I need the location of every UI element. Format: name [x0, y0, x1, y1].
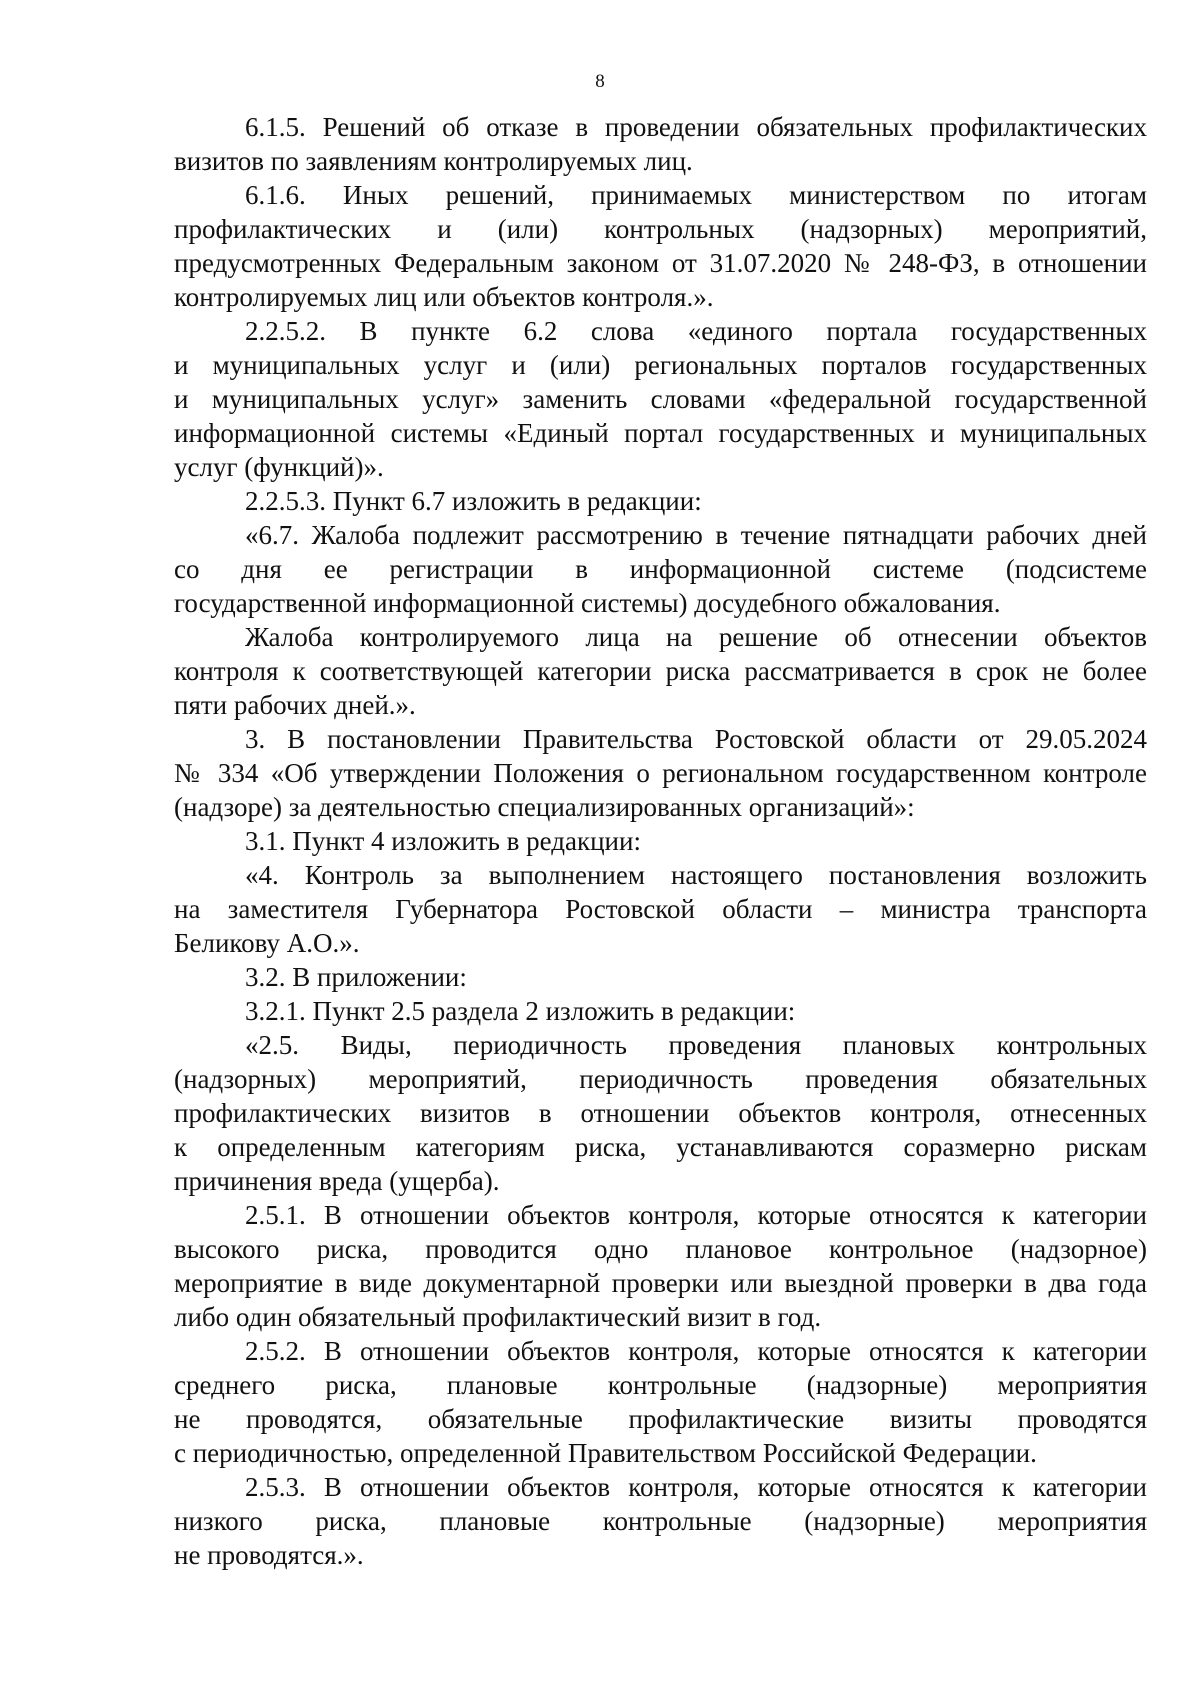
text-line: контроля к соответствующей категории риска рассматривается в срок не более [174, 656, 1147, 686]
text-line: профилактических визитов в отношении объектов контроля, отнесенных [174, 1098, 1147, 1128]
text-line: профилактических и (или) контрольных (надзорных) мероприятий, [174, 214, 1147, 244]
text-line: не проводятся.». [174, 1540, 364, 1570]
text-line: контролируемых лиц или объектов контроля.». [174, 282, 714, 312]
text-line: 2.2.5.3. Пункт 6.7 изложить в редакции: [245, 486, 702, 516]
text-line: Беликову А.О.». [174, 928, 360, 958]
text-line: (надзоре) за деятельностью специализированных организаций»: [174, 792, 915, 822]
document-body [174, 110, 1147, 1572]
text-line: высокого риска, проводится одно плановое контрольное (надзорное) [174, 1234, 1147, 1264]
paragraph [174, 1028, 1147, 1198]
page-number: 8 [595, 71, 605, 92]
text-line: со дня ее регистрации в информационной системе (подсистеме [174, 554, 1147, 584]
text-line: № 334 «Об утверждении Положения о региональном государственном контроле [174, 758, 1147, 788]
text-line: либо один обязательный профилактический визит в год. [174, 1302, 822, 1332]
paragraph [174, 960, 1147, 994]
text-line: 3.1. Пункт 4 изложить в редакции: [245, 826, 641, 856]
paragraph [174, 110, 1147, 178]
text-line: 6.1.6. Иных решений, принимаемых министерством по итогам [245, 180, 1147, 210]
text-line: «4. Контроль за выполнением настоящего постановления возложить [245, 860, 1147, 890]
text-line: 3.2.1. Пункт 2.5 раздела 2 изложить в редакции: [245, 996, 796, 1026]
text-line: услуг (функций)». [174, 452, 384, 482]
text-line: не проводятся, обязательные профилактические визиты проводятся [174, 1404, 1147, 1434]
paragraph [174, 1470, 1147, 1572]
text-line: 2.2.5.2. В пункте 6.2 слова «единого портала государственных [245, 316, 1147, 346]
text-line: мероприятие в виде документарной проверки или выездной проверки в два года [174, 1268, 1147, 1298]
paragraph [174, 178, 1147, 314]
text-line: на заместителя Губернатора Ростовской области – министра транспорта [174, 894, 1147, 924]
paragraph [174, 858, 1147, 960]
paragraph [174, 994, 1147, 1028]
text-line: с периодичностью, определенной Правительством Российской Федерации. [174, 1438, 1037, 1468]
paragraph [174, 484, 1147, 518]
paragraph [174, 824, 1147, 858]
text-line: информационной системы «Единый портал государственных и муниципальных [174, 418, 1147, 448]
text-line: (надзорных) мероприятий, периодичность проведения обязательных [174, 1064, 1147, 1094]
text-line: визитов по заявлениям контролируемых лиц. [174, 146, 693, 176]
text-line: 2.5.2. В отношении объектов контроля, которые относятся к категории [245, 1336, 1147, 1366]
text-line: 3. В постановлении Правительства Ростовской области от 29.05.2024 [245, 724, 1147, 754]
text-line: пяти рабочих дней.». [174, 690, 416, 720]
text-line: «6.7. Жалоба подлежит рассмотрению в течение пятнадцати рабочих дней [245, 520, 1147, 550]
paragraph [174, 620, 1147, 722]
paragraph [174, 1198, 1147, 1334]
text-line: причинения вреда (ущерба). [174, 1166, 500, 1196]
paragraph [174, 518, 1147, 620]
text-line: 6.1.5. Решений об отказе в проведении обязательных профилактических [245, 112, 1147, 142]
text-line: 2.5.3. В отношении объектов контроля, которые относятся к категории [245, 1472, 1147, 1502]
text-line: предусмотренных Федеральным законом от 31.07.2020 № 248-ФЗ, в отношении [174, 248, 1147, 278]
text-line: Жалоба контролируемого лица на решение об отнесении объектов [245, 622, 1147, 652]
text-line: 2.5.1. В отношении объектов контроля, которые относятся к категории [245, 1200, 1147, 1230]
text-line: государственной информационной системы) досудебного обжалования. [174, 588, 1001, 618]
paragraph [174, 314, 1147, 484]
text-line: 3.2. В приложении: [245, 962, 467, 992]
paragraph [174, 1334, 1147, 1470]
text-line: среднего риска, плановые контрольные (надзорные) мероприятия [174, 1370, 1147, 1400]
text-line: низкого риска, плановые контрольные (надзорные) мероприятия [174, 1506, 1147, 1536]
paragraph [174, 722, 1147, 824]
text-line: «2.5. Виды, периодичность проведения плановых контрольных [245, 1030, 1147, 1060]
text-line: и муниципальных услуг» заменить словами «федеральной государственной [174, 384, 1147, 414]
text-line: к определенным категориям риска, устанавливаются соразмерно рискам [174, 1132, 1147, 1162]
text-line: и муниципальных услуг и (или) региональных порталов государственных [174, 350, 1147, 380]
